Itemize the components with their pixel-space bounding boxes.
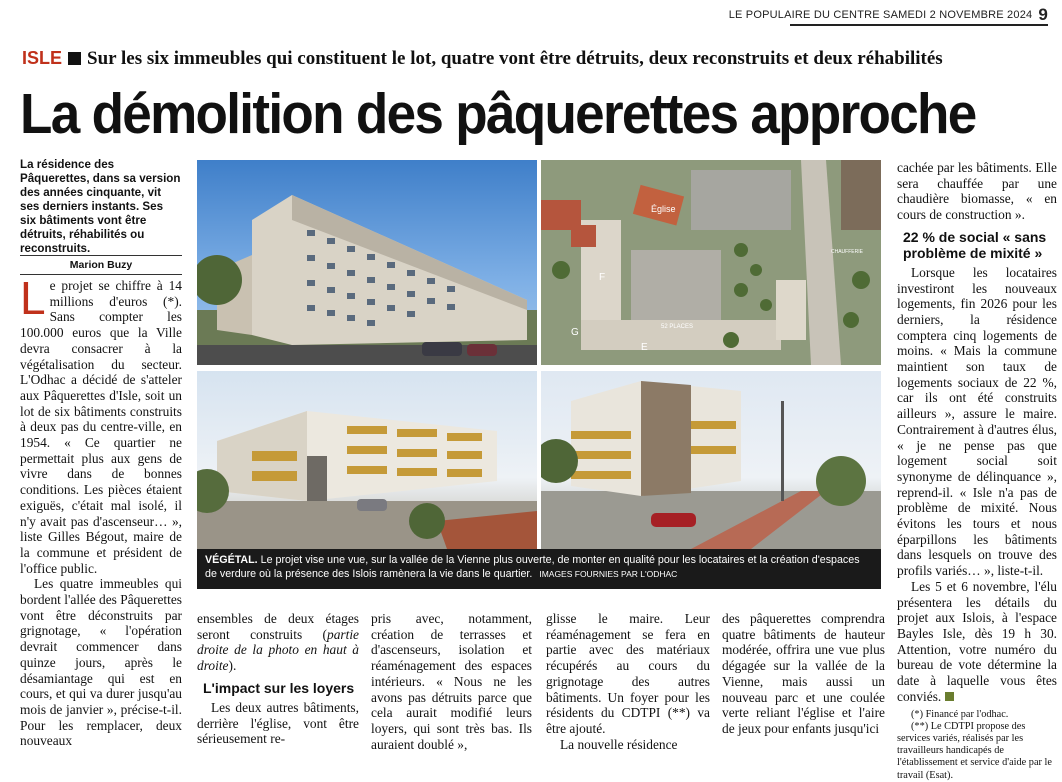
render-new-building-right-illustration [541,371,881,549]
col6-paragraph-2: Lorsque les locataires investiront les nouveaux logements, fin 2026 pour les derniers, la résidence comptera cinq logements de moins. « Mais la commune maintient son taux de logements sociaux de 22 %, car ils ont été construits ailleurs », assure le maire. Contrairement à d'autres élus, « je ne pense pas que logement social soit synonyme de délinquance », reprend-il. « Isle n'a pas de problème de mixité. Nous évitons les tours et nous éparpillons les bâtiments dans lesquels on trouve des profils variés… », liste-t-il. [897,264,1057,579]
plan-label-f: F [599,272,606,283]
running-head-text: LE POPULAIRE DU CENTRE SAMEDI 2 NOVEMBRE 2024 [728,9,1033,21]
plan-label-church: Église [651,204,676,214]
caption-text: Le projet vise une vue, sur la vallée de la Vienne plus ouverte, de monter en qualité pour les locataires et la création d'espaces de verdure où la présence des Islois ramènera la vie dans le quartier. [205,554,860,580]
kicker-tag: ISLE [22,48,63,68]
col2-paragraph-2: Les deux autres bâtiments, derrière l'église, vont être sérieusement re- [197,699,359,747]
kicker-text: Sur les six immeubles qui constituent le lot, quatre vont être détruits, deux reconstruits et deux réhabilités [87,48,943,69]
col6-paragraph-3: Les 5 et 6 novembre, l'élu présentera les détails du projet aux Islois, à l'espace Bayles Isle, dès 19 h 30. Attention, votre numéro du bureau de vote détermine la date à laquelle vous êtes conviés. [897,578,1057,704]
kicker [22,48,943,70]
subhead-social: 22 % de social « sans problème de mixité » [903,228,1047,261]
render-new-building-left-illustration [197,371,537,549]
square-bullet-icon [68,52,81,65]
end-mark-icon [945,692,954,701]
col2-text-a: ensembles de deux étages seront construits ( [197,611,359,642]
byline: Marion Buzy [20,255,182,275]
plan-label-e: E [641,342,648,353]
photo-existing-building-illustration [197,160,537,365]
col1-paragraph-1: e projet se chiffre à 14 millions d'euros (*). Sans compter les 100.000 euros que la Ville devra consacrer à la végétalisation du secteur. L'Odhac a décidé de s'atteler aux Pâquerettes d'Isle, soit un lot de six bâtiments construits à deux pas du centre-ville, en 1954. « Ce quartier ne permettait plus aux gens de vivre dans de bonnes conditions. Les pièces étaient exiguës, c'était mal isolé, il n'y avait pas d'ascenseur… », liste Gilles Bégout, maire de la commune et président de l'office public. [20,278,182,576]
drop-cap: L [20,272,46,324]
column-6 [897,160,1057,782]
column-1 [20,272,182,749]
column-5 [722,611,885,737]
col1-paragraph-2: Les quatre immeubles qui bordent l'allée des Pâquerettes vont être déconstruits par grignotage, « l'opération devrait commencer dans quinze jours, après le désamiantage qui est en cours, et qui va durer jusqu'au mois de janvier », précise-t-il. Pour les remplacer, deux nouveaux [20,576,182,749]
header-rule [790,24,1048,26]
caption-label: VÉGÉTAL. [205,554,258,566]
col4-paragraph-1: glisse le maire. Leur réaménagement se fera en partie avec des matériaux récupérés au cours du grignotage des autres bâtiments. Un foyer pour les résidents du CDTPI (**) va être ajouté. [546,611,710,736]
article-title: La démolition des pâquerettes approche [20,82,976,146]
photo-existing-building [197,160,537,365]
article-lead: La résidence des Pâquerettes, dans sa version des années cinquante, vit ses derniers instants. Ses six bâtiments vont être détruits, réhabilités ou reconstruits. [20,158,181,255]
render-new-building-left [197,371,537,549]
column-4 [546,611,710,752]
column-2 [197,611,359,747]
footnote-1: (*) Financé par l'odhac. [911,708,1009,720]
photo-aerial-plan-illustration [541,160,881,365]
col6-paragraph-1: cachée par les bâtiments. Elle sera chauffée par une chaudière biomasse, « en cours de construction ». [897,160,1057,223]
plan-label-boiler: CHAUFFERIE [831,249,863,255]
col2-italic: partie droite de la photo en haut à droite [197,626,359,674]
photo-caption [197,549,881,589]
plan-label-places: 52 PLACES [661,324,694,330]
col4-paragraph-2: La nouvelle résidence [560,736,678,752]
col3-text: pris avec, notamment, création de terrasses et d'ascenseurs, isolation et réaménagement des espaces intérieurs. « Nous ne les avons pas détruits parce que cela aurait modifié leurs loyers, qui sont très bas. Ils auraient doublé », [371,611,532,752]
page-number: 9 [1038,5,1048,24]
plan-label-g: G [571,327,579,338]
running-head [729,5,1048,25]
caption-credit: IMAGES FOURNIES PAR L'ODHAC [539,569,678,579]
footnote-2: (**) Le CDTPI propose des services variés, réalisés par les travailleurs handicapés de l'établissement et service d'aide par le travail (Esat). [897,720,1052,781]
subhead-loyers: L'impact sur les loyers [203,679,355,696]
render-new-building-right [541,371,881,549]
col5-text: des pâquerettes comprendra quatre bâtiments de hauteur modérée, offrira une vue plus dégagée sur la vallée de la Vienne, mais aussi un nouveau parc et une coulée verte reliant l'église et l'aire de jeux pour enfants jusqu'ici [722,611,885,736]
column-3 [371,611,532,752]
photo-aerial-plan [541,160,881,365]
col2-text-b: ). [228,658,237,674]
